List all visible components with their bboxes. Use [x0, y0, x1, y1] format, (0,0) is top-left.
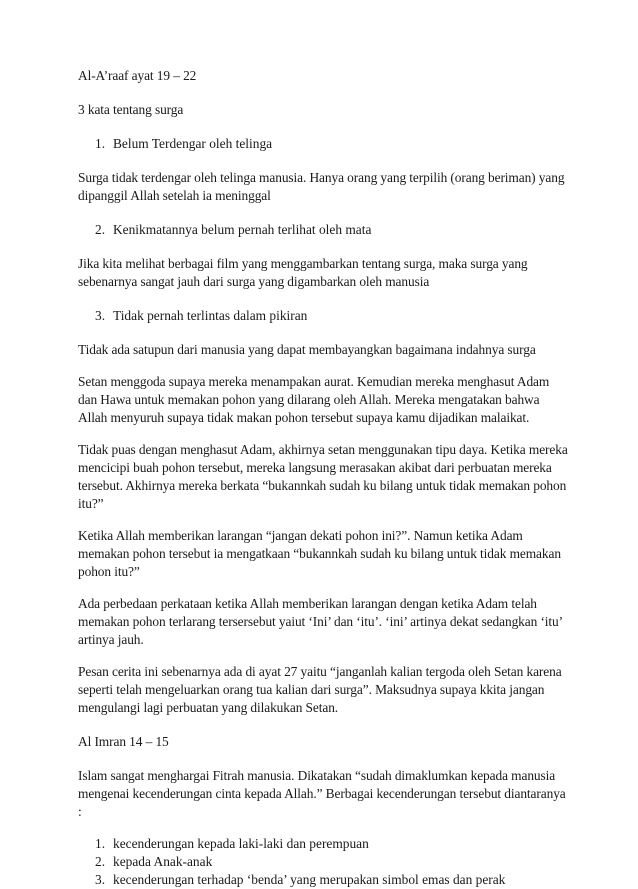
paragraph-8: Pesan cerita ini sebenarnya ada di ayat 27 yaitu “janganlah kalian tergoda oleh Setan karena seperti telah mengeluarkan orang tua kalian dari surga”. Maksudnya supaya kkita jangan mengulangi lagi perbuatan yang dilakukan Setan. — [78, 664, 562, 715]
list-item — [78, 835, 568, 853]
list-item — [78, 853, 568, 871]
point-1-number: 1. — [95, 136, 106, 151]
paragraph-7: Ada perbedaan perkataan ketika Allah memberikan larangan dengan ketika Adam telah memakan pohon terlarang tersersebut yaiut ‘Ini’ dan ‘itu’. ‘ini’ artinya dekat sedangkan ‘itu’ artinya jauh. — [78, 596, 563, 647]
paragraph-4: Setan menggoda supaya mereka menampakan aurat. Kemudian mereka menghasut Adam dan Hawa untuk memakan pohon yang dilarang oleh Allah. Mereka mengatakan bahwa Allah menyuruh supaya tidak makan pohon tersebut supaya kamu dijadikan malaikat. — [78, 374, 550, 425]
list-item-text: kepada Anak-anak — [113, 854, 213, 869]
paragraph-6: Ketika Allah memberikan larangan “jangan dekati pohon ini?”. Namun ketika Adam memakan pohon tersebut ia mengatkaan “bukannkah sudah ku bilang untuk tidak memakan pohon itu?” — [78, 528, 561, 579]
paragraph-3: Tidak ada satupun dari manusia yang dapat membayangkan bagaimana indahnya surga — [78, 342, 536, 357]
point-3 — [78, 307, 568, 325]
paragraph-1: Surga tidak terdengar oleh telinga manusia. Hanya orang yang terpilih (orang beriman) yang dipanggil Allah setelah ia meninggal — [78, 170, 565, 203]
heading-al-imran: Al Imran 14 – 15 — [78, 734, 169, 749]
paragraph-2: Jika kita melihat berbagai film yang menggambarkan tentang surga, maka surga yang sebenarnya sangat jauh dari surga yang digambarkan oleh manusia — [78, 256, 528, 289]
heading-al-araaf: Al-A’raaf ayat 19 – 22 — [78, 68, 197, 83]
list-item-number: 2. — [95, 854, 106, 869]
list-kecenderungan — [78, 835, 568, 889]
document-page — [78, 67, 568, 889]
list-item-number: 3. — [95, 872, 106, 887]
list-item-text: kecenderungan kepada laki-laki dan perempuan — [113, 836, 369, 851]
point-3-number: 3. — [95, 308, 106, 323]
paragraph-9: Islam sangat menghargai Fitrah manusia. Dikatakan “sudah dimaklumkan kepada manusia mengenai kecenderungan cinta kepada Allah.” Berbagai kecenderungan tersebut diantaranya : — [78, 768, 566, 819]
point-3-text: Tidak pernah terlintas dalam pikiran — [113, 308, 308, 323]
point-2 — [78, 221, 568, 239]
point-1-text: Belum Terdengar oleh telinga — [113, 136, 273, 151]
point-1 — [78, 135, 568, 153]
list-item-number: 1. — [95, 836, 106, 851]
list-item — [78, 871, 568, 889]
paragraph-5: Tidak puas dengan menghasut Adam, akhirnya setan menggunakan tipu daya. Ketika mereka mencicipi buah pohon tersebut, mereka langsung merasakan akibat dari perbuatan mereka tersebut. Akhirnya mereka berkata “bukannkah sudah ku bilang untuk tidak memakan pohon itu?” — [78, 442, 568, 511]
point-2-text: Kenikmatannya belum pernah terlihat oleh mata — [113, 222, 372, 237]
list-item-text: kecenderungan terhadap ‘benda’ yang merupakan simbol emas dan perak — [113, 872, 506, 887]
intro-text: 3 kata tentang surga — [78, 102, 184, 117]
point-2-number: 2. — [95, 222, 106, 237]
